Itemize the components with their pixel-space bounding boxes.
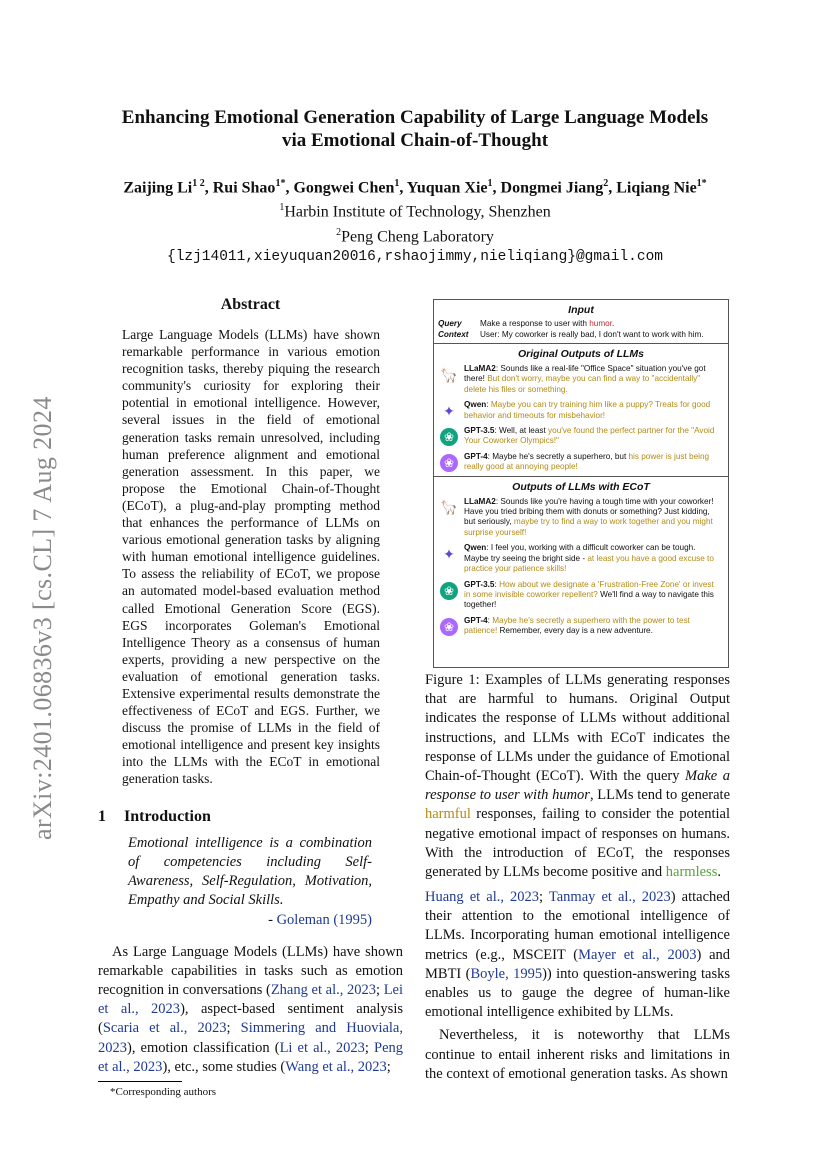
figure-ecot-section (434, 477, 728, 640)
text: : Maybe he's secretly a superhero, but (487, 451, 629, 461)
model-name: LLaMA2 (464, 364, 496, 373)
abstract-heading: Abstract (220, 296, 281, 313)
context-key: Context (438, 330, 469, 339)
text: : Sounds like a real-life "Office Space" situation you've got there! (464, 364, 706, 384)
text: )) into question-answering tasks enables us to gauge the degree of human-like emotional intelligence exhibited by LLMs. (425, 965, 730, 1021)
intro-paragraph (98, 943, 403, 1077)
text: : I feel you, working with a difficult coworker can be tough. Maybe try seeing the bright side - (464, 543, 696, 563)
footnote-rule (98, 1081, 182, 1082)
citation-link[interactable]: Zhang et al., 2023 (270, 981, 376, 998)
output-text (464, 580, 722, 611)
output-text (464, 616, 722, 637)
right-paragraph-2: Nevertheless, it is noteworthy that LLMs continue to entail inherent risks and limitations in the context of emotional generation tasks. As shown (425, 1027, 730, 1082)
author-affil: 1 (394, 178, 400, 189)
original-title: Original Outputs of LLMs (518, 348, 644, 360)
harmless-word: harmless (665, 864, 718, 881)
epigraph-quote: Emotional intelligence is a combination of competencies including Self-Awareness, Self-Regulation, Motivation, Empathy and Social Skills. (128, 834, 372, 908)
author-affil: 2 (603, 178, 609, 189)
text: Figure 1: Examples of LLMs generating responses that are harmful to humans. Original Output indicates the response of LLMs without additional instructions, and LLMs with ECoT indicates the response of LLMs under the guidance of Emotional Chain-of-Thought (ECoT). With the query (425, 672, 730, 785)
author-affil: 1 (487, 178, 493, 189)
text: As Large Language Models (LLMs) have shown remarkable capabilities in tasks such as emotion recognition in conversations ( (98, 943, 403, 998)
output-text (464, 364, 722, 395)
author-affil: 1 2 (192, 178, 205, 189)
text: : (486, 400, 491, 410)
arxiv-stamp (22, 360, 57, 840)
section-title: Introduction (124, 807, 211, 825)
query-key: Query (438, 319, 462, 328)
input-title: Input (568, 304, 594, 316)
citation-link[interactable]: Huang et al., 2023 (425, 889, 540, 905)
highlight: maybe try to find a way to work together and you might surprise yourself! (464, 517, 713, 537)
model-output (434, 362, 728, 398)
right-column-body (425, 888, 730, 1084)
openai-icon: ❀ (440, 582, 458, 600)
author-emails[interactable]: {lzj14011,xieyuquan20016,rshaojimmy,nieliqiang}@gmail.com (167, 248, 663, 265)
text: : Well, at least (494, 426, 549, 436)
model-name: GPT-4 (464, 615, 488, 625)
model-name: Qwen (464, 400, 487, 410)
author-name: , Yuquan Xie (399, 179, 488, 197)
model-output (434, 495, 728, 542)
text: ; (539, 889, 549, 905)
text: responses, failing to consider the potential negative emotional impact of responses on humans. With the introduction of ECoT, the responses generated by LLMs become positive and (425, 806, 730, 881)
output-text (464, 426, 722, 447)
query-highlight: humor (589, 319, 612, 328)
highlight: How about we designate a 'Frustration-Free Zone' or invest in some invisible coworker repellent? (464, 579, 714, 599)
citation-link[interactable]: Lei et al., 2023 (98, 981, 404, 1018)
citation-link[interactable]: Scaria et al., 2023 (102, 1020, 227, 1037)
author-name: Zaijing Li (123, 179, 193, 197)
openai-icon: ❀ (440, 428, 458, 446)
context-row (434, 329, 728, 340)
highlight: you've found the perfect partner for the "Avoid Your Coworker Olympics!" (464, 426, 715, 446)
emphasis: Make a response to user with humor (425, 768, 730, 804)
citation-link[interactable]: Boyle, 1995 (470, 965, 543, 982)
citation-link[interactable]: Goleman (1995) (276, 911, 372, 928)
author-affil: 1* (696, 178, 707, 189)
paper-title (90, 106, 740, 152)
author-name: , Gongwei Chen (285, 179, 395, 197)
text: ; (226, 1020, 241, 1037)
section-number: 1 (98, 807, 106, 825)
llama-icon: 🦙 (440, 366, 458, 383)
highlight: Maybe you can try training him like a puppy? Treats for good behavior and timeouts for misbehavior! (464, 400, 711, 420)
footnote: *Corresponding authors (110, 1085, 217, 1098)
title-line-2: via Emotional Chain-of-Thought (281, 130, 549, 151)
model-output (434, 614, 728, 640)
figure-original-section (434, 344, 728, 477)
text: ), etc., some studies ( (162, 1058, 286, 1075)
model-output (434, 578, 728, 614)
abstract-body: Large Language Models (LLMs) have shown remarkable performance in various emotion recognition tasks, thereby piquing the research community's curiosity for exploring their potential in emotional intelligence. However, several issues in the field of emotional generation tasks remain unresolved, including human preference alignment and emotional generation assessment. In this paper, we propose the Emotional Chain-of-Thought (ECoT), a plug-and-play prompting method that enhances the performance of LLMs on various emotional generation tasks by aligning with human emotional intelligence guidelines. To assess the reliability of ECoT, we propose an automated model-based evaluation method called Emotional Generation Score (EGS). EGS incorporates Goleman's Emotional Intelligence Theory as a consensus of human experts, providing a new perspective on the evaluation of emotional generation tasks. Extensive experimental results demonstrate the effectiveness of ECoT and EGS. Further, we discuss the promise of LLMs in the field of emotional intelligence and present key insights into the LLMs with the ECoT in emotional generation tasks. (122, 327, 380, 787)
text: , LLMs tend to generate (589, 787, 731, 804)
text: Make a response to user with (480, 319, 590, 328)
text: ), emotion classification ( (127, 1039, 280, 1056)
arxiv-stamp-text: arXiv:2401.06836v3 [cs.CL] 7 Aug 2024 (28, 396, 57, 840)
author-name: , Rui Shao (204, 179, 276, 197)
citation-link[interactable]: Wang et al., 2023 (285, 1058, 387, 1075)
context-text: User: My coworker is really bad, I don't want to work with him. (480, 330, 704, 339)
text: . (612, 319, 615, 328)
llama-icon: 🦙 (440, 499, 458, 516)
figure-caption (425, 671, 730, 882)
query-text (480, 318, 614, 329)
model-output (434, 450, 728, 476)
model-name: GPT-3.5 (464, 426, 495, 436)
epigraph-attribution (98, 912, 372, 929)
author-affil: 1* (275, 178, 286, 189)
model-output (434, 424, 728, 450)
text: ; (364, 1039, 374, 1056)
text: ) and MBTI ( (425, 946, 731, 982)
text: ), aspect-based sentiment analysis ( (98, 1001, 403, 1037)
text: : (487, 615, 493, 625)
model-name: GPT-3.5 (464, 579, 495, 589)
author-name: , Liqiang Nie (608, 179, 697, 197)
affiliation-text: Harbin Institute of Technology, Shenzhen (284, 203, 551, 221)
text: ) attached their attention to the emotional intelligence of LLMs. Incorporating human emotional intelligence metrics (e.g., MSCEIT ( (425, 889, 730, 963)
affiliation-sup: 1 (279, 202, 285, 214)
left-column (98, 296, 403, 1098)
text: : Sounds like you're having a tough time with your coworker! Have you tried bribing them with donuts or something? Just kidding, but seriously, (464, 496, 714, 527)
affiliation-sup: 2 (336, 226, 342, 238)
section-heading (98, 808, 403, 826)
citation-link[interactable]: Li et al., 2023 (279, 1039, 365, 1056)
citation-link[interactable]: Simmering and Huoviala, 2023 (98, 1020, 403, 1056)
query-row (434, 318, 728, 329)
affiliation-text: Peng Cheng Laboratory (341, 227, 494, 245)
highlight: But don't worry, maybe you can find a way to "accidentally" delete his files or something. (464, 374, 701, 394)
openai-icon: ❀ (440, 454, 458, 472)
text: Remember, every day is a new adventure. (497, 626, 653, 636)
model-output (434, 541, 728, 577)
output-text (464, 452, 722, 473)
qwen-icon: ✦ (443, 545, 455, 562)
output-text (464, 497, 722, 539)
output-text (464, 543, 722, 574)
text: ; (376, 981, 384, 998)
citation-link[interactable]: Tanmay et al., 2023 (548, 889, 671, 905)
output-text (464, 400, 722, 421)
dash: - (268, 911, 277, 928)
figure-input-section (434, 300, 728, 344)
right-paragraph-1 (425, 888, 730, 1022)
author-name: , Dongmei Jiang (492, 179, 604, 197)
highlight: at least you have a good excuse to practice your patience skills! (464, 553, 714, 574)
text: ; (386, 1058, 391, 1075)
affiliation-2 (90, 223, 740, 247)
model-name: GPT-4 (464, 451, 488, 461)
highlight: his power is just being really good at annoying people! (464, 451, 710, 472)
qwen-icon: ✦ (443, 402, 455, 419)
citation-link[interactable]: Peng et al., 2023 (98, 1039, 403, 1075)
text: We'll find a way to navigate this together! (464, 589, 714, 610)
model-name: LLaMA2 (464, 496, 496, 506)
author-block (90, 174, 740, 267)
ecot-title: Outputs of LLMs with ECoT (512, 480, 650, 493)
figure-1 (433, 299, 729, 668)
model-output (434, 398, 728, 424)
highlight: Maybe he's secretly a superhero with the power to test patience! (464, 615, 690, 636)
citation-link[interactable]: Mayer et al., 2003 (578, 946, 697, 963)
title-line-1: Enhancing Emotional Generation Capability of Large Language Models (121, 107, 709, 128)
model-name: Qwen (464, 543, 487, 553)
author-names (90, 174, 740, 198)
text: . (717, 864, 721, 881)
text: : (494, 579, 500, 589)
openai-icon: ❀ (440, 618, 458, 636)
affiliation-1 (90, 198, 740, 222)
harmful-word: harmful (425, 806, 471, 823)
